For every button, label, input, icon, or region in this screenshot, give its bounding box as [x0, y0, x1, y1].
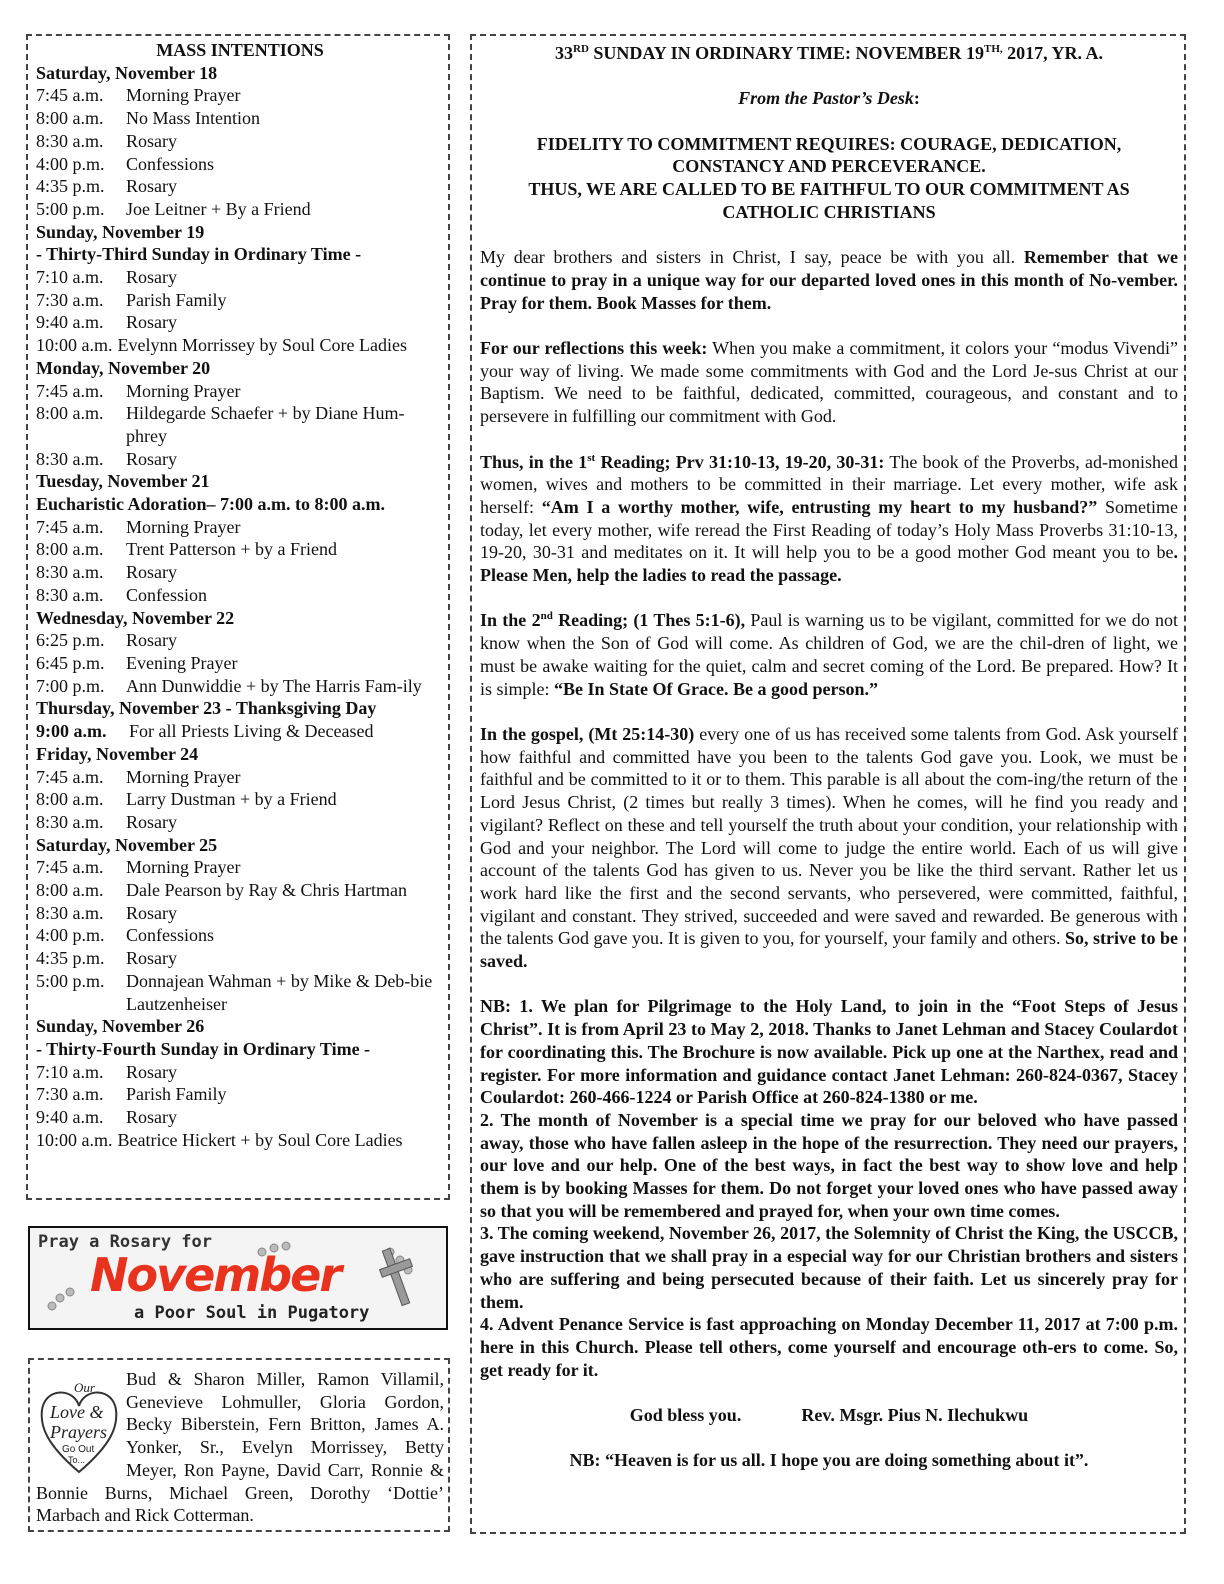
mass-entry: 7:45 a.m. Morning Prayer: [36, 85, 241, 106]
mass-entry: 8:00 a.m. Hildegarde Schaefer + by Diane Hum-phrey: [36, 403, 405, 446]
mass-entry: 8:00 a.m. Larry Dustman + by a Friend: [36, 789, 337, 810]
mass-entry: 9:00 a.m. For all Priests Living & Deceased: [36, 721, 374, 742]
mass-entry: 7:45 a.m. Morning Prayer: [36, 766, 241, 787]
day-subtitle: - Thirty-Fourth Sunday in Ordinary Time -: [36, 1038, 371, 1059]
day-heading: Sunday, November 19: [36, 221, 205, 242]
mass-entry: 10:00 a.m. Evelynn Morrissey by Soul Core Ladies: [36, 335, 407, 356]
cross-icon: [376, 1246, 416, 1308]
pastor-box: [470, 34, 1186, 1534]
theme-line-2: THUS, WE ARE CALLED TO BE FAITHFUL TO OUR COMMITMENT AS CATHOLIC CHRISTIANS: [528, 179, 1130, 222]
mass-entry: 7:45 a.m. Morning Prayer: [36, 857, 241, 878]
mass-entry: 8:30 a.m. Rosary: [36, 811, 177, 832]
second-reading-paragraph: In the 2nd Reading; (1 Thes 5:1-6), Paul is warning us to be vigilant, committed for we do not know when the Son of God will come. As children of God, we are the chil-dren of light, we must be awake waiting for the quiet, calm and secret coming of the Lord. Be prepared. How? It is simple: “Be In State Of Grace. Be a good person.”: [480, 610, 1178, 699]
prayer-names: Bud & Sharon Miller, Ramon Villamil, Genevieve Lohmuller, Gloria Gordon, Becky Biberstein, Fern Britton, James A. Yonker, Sr., Evelyn Morrissey, Betty Meyer, Ron Payne, David Carr, Ronnie & Bonnie Burns, Michael Green, Dorothy ‘Dottie’ Marbach and Rick Cotterman.: [36, 1369, 444, 1526]
mass-entry: 8:30 a.m. Rosary: [36, 130, 177, 151]
mass-entry: 4:00 p.m. Confessions: [36, 153, 215, 174]
mass-entry: 7:45 a.m. Morning Prayer: [36, 516, 241, 537]
rosary-bottom-text: a Poor Soul in Pugatory: [134, 1303, 370, 1323]
svg-text:To...: To...: [68, 1455, 86, 1465]
theme-line-1: FIDELITY TO COMMITMENT REQUIRES: COURAGE, DEDICATION, CONSTANCY AND PERCEVERANCE.: [536, 133, 1122, 177]
mass-entry: 8:30 a.m. Rosary: [36, 562, 177, 583]
day-heading: Thursday, November 23 - Thanksgiving Day: [36, 698, 377, 719]
first-reading-paragraph: Thus, in the 1st Reading; Prv 31:10-13, 19-20, 30-31: The book of the Proverbs, ad-monished women, wives and mothers to be committed in their marriage. Let every mother, wife ask herself: “Am I a worthy mother, wife, entrusting my heart to my husband?” Sometime today, let every mother, wife reread the First Reading of today’s Holy Mass Proverbs 31:10-13, 19-20, 30-31 and meditates on it. It will help you to be a good mother God meant you to be. Please Men, help the ladies to read the passage.: [480, 451, 1178, 586]
mass-entry: 7:45 a.m. Morning Prayer: [36, 380, 241, 401]
mass-entry: 8:30 a.m. Rosary: [36, 448, 177, 469]
note-3: 3. The coming weekend, November 26, 2017, the Solemnity of Christ the King, the USCCB, gave instruction that we shall pray in a especial way for our Christian brothers and sisters who are suffering and being persecuted because of their faith. Let us sincerely pray for them.: [480, 1223, 1178, 1312]
day-heading: Saturday, November 25: [36, 834, 218, 855]
blessing: God bless you.: [629, 1405, 742, 1426]
mass-entry: 6:45 p.m. Evening Prayer: [36, 652, 238, 673]
rosary-top-text: Pray a Rosary for: [38, 1232, 212, 1252]
day-subtitle: - Thirty-Third Sunday in Ordinary Time -: [36, 244, 362, 265]
svg-text:Love &: Love &: [50, 1402, 104, 1422]
mass-entry: 7:10 a.m. Rosary: [36, 1061, 177, 1082]
day-heading: Wednesday, November 22: [36, 607, 235, 628]
day-heading: Sunday, November 26: [36, 1016, 205, 1037]
day-heading: Saturday, November 18: [36, 62, 218, 83]
mass-entry: 4:35 p.m. Rosary: [36, 948, 177, 969]
svg-text:Prayers: Prayers: [50, 1422, 107, 1442]
reflection-paragraph: For our reflections this week: When you make a commitment, it colors your “modus Vivendi” your way of living. We made some commitments with God and the Lord Je-sus Christ at our Baptism. We need to be faithful, dedicated, committed, courageous, and constant and to persevere in fulfilling our commitment with God.: [480, 338, 1178, 427]
mass-entry: 9:40 a.m. Rosary: [36, 312, 177, 333]
mass-entry: 9:40 a.m. Rosary: [36, 1107, 177, 1128]
prayer-list-box: [28, 1358, 450, 1532]
pastor-desk-title: From the Pastor’s Desk:: [738, 88, 920, 109]
rosary-month: November: [90, 1248, 341, 1302]
mass-entry: 8:30 a.m. Confession: [36, 584, 207, 605]
svg-text:Our: Our: [74, 1380, 95, 1395]
mass-entry: 7:10 a.m. Rosary: [36, 267, 177, 288]
closing-note: NB: “Heaven is for us all. I hope you are doing something about it”.: [569, 1450, 1089, 1471]
note-1: NB: 1. We plan for Pilgrimage to the Holy Land, to join in the “Foot Steps of Jesus Christ”. It is from April 23 to May 2, 2018. Thanks to Janet Lehman and Stacey Coulardot for coordinating this. The Brochure is now available. Pick up one at the Narthex, read and register. For more information and guidance contact Janet Lehman: 260-824-0367, Stacey Coulardot: 260-466-1224 or Parish Office at 260-824-1380 or me.: [480, 996, 1178, 1108]
mass-entry: 7:30 a.m. Parish Family: [36, 289, 227, 310]
pastor-signature: Rev. Msgr. Pius N. Ilechukwu: [801, 1405, 1029, 1426]
mass-entry: 8:00 a.m. Dale Pearson by Ray & Chris Hartman: [36, 880, 407, 901]
heart-icon: [36, 1368, 122, 1480]
rosary-banner: [28, 1226, 448, 1330]
note-2: 2. The month of November is a special time we pray for our beloved who have passed away, those who have fallen asleep in the hope of the resurrection. They need our prayers, our love and our help. One of the best ways, in fact the best way to show love and help them is by booking Masses for them. Do not forget your loved ones who have passed away so that you will be remembered and prayed for, when your own time comes.: [480, 1109, 1178, 1221]
mass-entry: 8:30 a.m. Rosary: [36, 902, 177, 923]
mass-entry: 6:25 p.m. Rosary: [36, 630, 177, 651]
mass-entry: 8:00 a.m. No Mass Intention: [36, 108, 260, 129]
day-subtitle: Eucharistic Adoration– 7:00 a.m. to 8:00 a.m.: [36, 494, 385, 515]
mass-entry: 4:35 p.m. Rosary: [36, 176, 177, 197]
mass-entry: 7:00 p.m. Ann Dunwiddie + by The Harris Fam-ily: [36, 675, 422, 696]
mass-entry: 4:00 p.m. Confessions: [36, 925, 215, 946]
mass-entry: 10:00 a.m. Beatrice Hickert + by Soul Core Ladies: [36, 1129, 403, 1150]
day-heading: Tuesday, November 21: [36, 471, 210, 492]
mass-entry: 5:00 p.m. Donnajean Wahman + by Mike & Deb-bie Lautzenheiser: [36, 970, 433, 1014]
love-prayers-logo: [36, 1368, 122, 1480]
signature-line: [480, 1404, 1178, 1427]
note-4: 4. Advent Penance Service is fast approaching on Monday December 11, 2017 at 7:00 p.m. here in this Church. Please tell others, come yourself and encourage oth-ers to come. So, get ready for it.: [480, 1314, 1178, 1380]
greeting-paragraph: My dear brothers and sisters in Christ, I say, peace be with you all. Remember that we continue to pray in a unique way for our departed loved ones in this month of No-vember. Pray for them. Book Masses for them.: [480, 247, 1178, 313]
mass-intentions-box: [26, 34, 450, 1200]
mass-entry: 7:30 a.m. Parish Family: [36, 1084, 227, 1105]
svg-text:Go Out: Go Out: [62, 1444, 95, 1455]
mass-entry: 8:00 a.m. Trent Patterson + by a Friend: [36, 539, 337, 560]
day-heading: Monday, November 20: [36, 357, 211, 378]
bulletin-header: 33RD SUNDAY IN ORDINARY TIME: NOVEMBER $19^{TH,}$ 2017, YR. A.: [555, 43, 1103, 63]
gospel-paragraph: In the gospel, (Mt 25:14-30) every one of us has received some talents from God. Ask yourself how faithful and committed have you been to the talents God gave you. Look, we must be faithful and be committed to it or to them. This parable is all about the com-ing/the return of the Lord Jesus Christ, (2 times but really 3 times). When he comes, will he find you ready and vigilant? Reflect on these and tell yourself the truth about your condition, your relationship with God and your neighbor. The Lord will come to judge the entire world. Each of us will give account of the talents God has given to us. Never you be like the third servant. Rather let us work hard like the first and the second servants, who persevered, were committed, faithful, vigilant and constant. They strived, succeeded and were saved and rewarded. Be generous with the talents God gave you. It is given to you, for yourself, your family and others. So, strive to be saved.: [480, 723, 1178, 972]
mass-entry: 5:00 p.m. Joe Leitner + By a Friend: [36, 198, 311, 219]
mass-intentions-title: MASS INTENTIONS: [156, 40, 324, 60]
day-heading: Friday, November 24: [36, 743, 199, 764]
